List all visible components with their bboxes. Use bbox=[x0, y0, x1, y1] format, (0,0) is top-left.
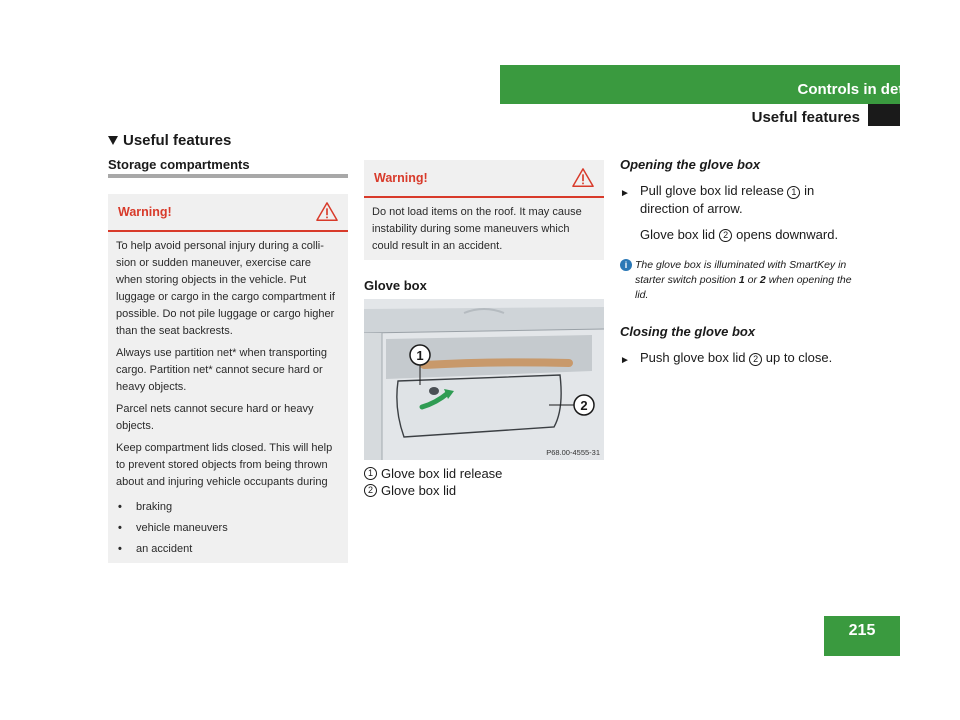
warning-paragraph: Do not load items on the roof. It may cause instability during some maneuvers which could result in an accident. bbox=[372, 206, 582, 252]
opening-result: Glove box lid 2 opens downward. bbox=[640, 227, 839, 242]
warning-body bbox=[364, 198, 604, 266]
callout-1-label: 1 bbox=[416, 348, 424, 363]
opening-step: ► Pull glove box lid release 1 in direction of arrow. bbox=[620, 183, 815, 216]
main-heading bbox=[108, 132, 231, 149]
warning-title: Warning! bbox=[374, 171, 428, 185]
legend-label: Glove box lid bbox=[381, 483, 457, 498]
warning-paragraph: Always use partition net* when transporting cargo. Partition net* cannot secure hard or heavy objects. bbox=[116, 347, 327, 393]
callout-2-label: 2 bbox=[580, 398, 588, 413]
warning-triangle-icon bbox=[572, 167, 594, 189]
header-tab-marker bbox=[868, 104, 900, 126]
warning-paragraph: Parcel nets cannot secure hard or heavy objects. bbox=[116, 403, 314, 432]
callout-number: 2 bbox=[749, 353, 762, 366]
opening-heading: Opening the glove box bbox=[620, 157, 761, 172]
arrow-right-icon: ► bbox=[620, 188, 630, 199]
glove-box-legend bbox=[364, 465, 502, 499]
warning-header bbox=[364, 160, 604, 198]
page-number: 215 bbox=[848, 622, 876, 639]
triangle-down-icon bbox=[108, 136, 118, 145]
glove-box-illustration bbox=[364, 299, 604, 460]
bullet-item: • braking bbox=[118, 501, 173, 513]
legend-item bbox=[364, 465, 502, 482]
warning-body bbox=[108, 232, 348, 564]
header-section-title: Controls in detail bbox=[797, 81, 920, 98]
main-heading-text: Useful features bbox=[123, 132, 232, 149]
callout-number: 1 bbox=[787, 186, 800, 199]
callout-number: 2 bbox=[719, 229, 732, 242]
image-code: P68.00-4555-31 bbox=[546, 448, 600, 457]
legend-item bbox=[364, 482, 502, 499]
warning-box-roof bbox=[364, 160, 604, 260]
heading-rule bbox=[108, 174, 348, 178]
storage-heading: Storage compartments bbox=[108, 157, 250, 172]
info-icon: i bbox=[620, 259, 632, 271]
warning-paragraph: Keep compartment lids closed. This will help to prevent stored objects from being thrown about and injuring vehicle occupants during bbox=[116, 442, 333, 488]
callout-number: 1 bbox=[364, 467, 377, 480]
header-subsection-title: Useful features bbox=[751, 109, 860, 126]
instructions-column bbox=[620, 156, 865, 370]
info-note: i The glove box is illuminated with SmartKey in starter switch position 1 or 2 when opening the lid. bbox=[620, 258, 865, 303]
closing-step: ► Push glove box lid 2 up to close. bbox=[620, 349, 865, 370]
warning-title: Warning! bbox=[118, 205, 172, 219]
glove-box-heading: Glove box bbox=[364, 278, 427, 293]
warning-paragraph: To help avoid personal injury during a colli-sion or sudden maneuver, exercise care when storing objects in the vehicle. Put luggage or cargo in the cargo compartment if possible. Do not pile luggage or cargo higher than the seat backrests. bbox=[116, 240, 335, 337]
callout-number: 2 bbox=[364, 484, 377, 497]
glove-box-diagram bbox=[364, 299, 604, 460]
bullet-item: • an accident bbox=[118, 543, 193, 555]
closing-heading: Closing the glove box bbox=[620, 324, 756, 339]
legend-label: Glove box lid release bbox=[381, 466, 503, 481]
arrow-right-icon: ► bbox=[620, 355, 630, 366]
warning-header bbox=[108, 194, 348, 232]
warning-triangle-icon bbox=[316, 201, 338, 223]
warning-box-storage bbox=[108, 194, 348, 563]
bullet-item: • vehicle maneuvers bbox=[118, 522, 228, 534]
